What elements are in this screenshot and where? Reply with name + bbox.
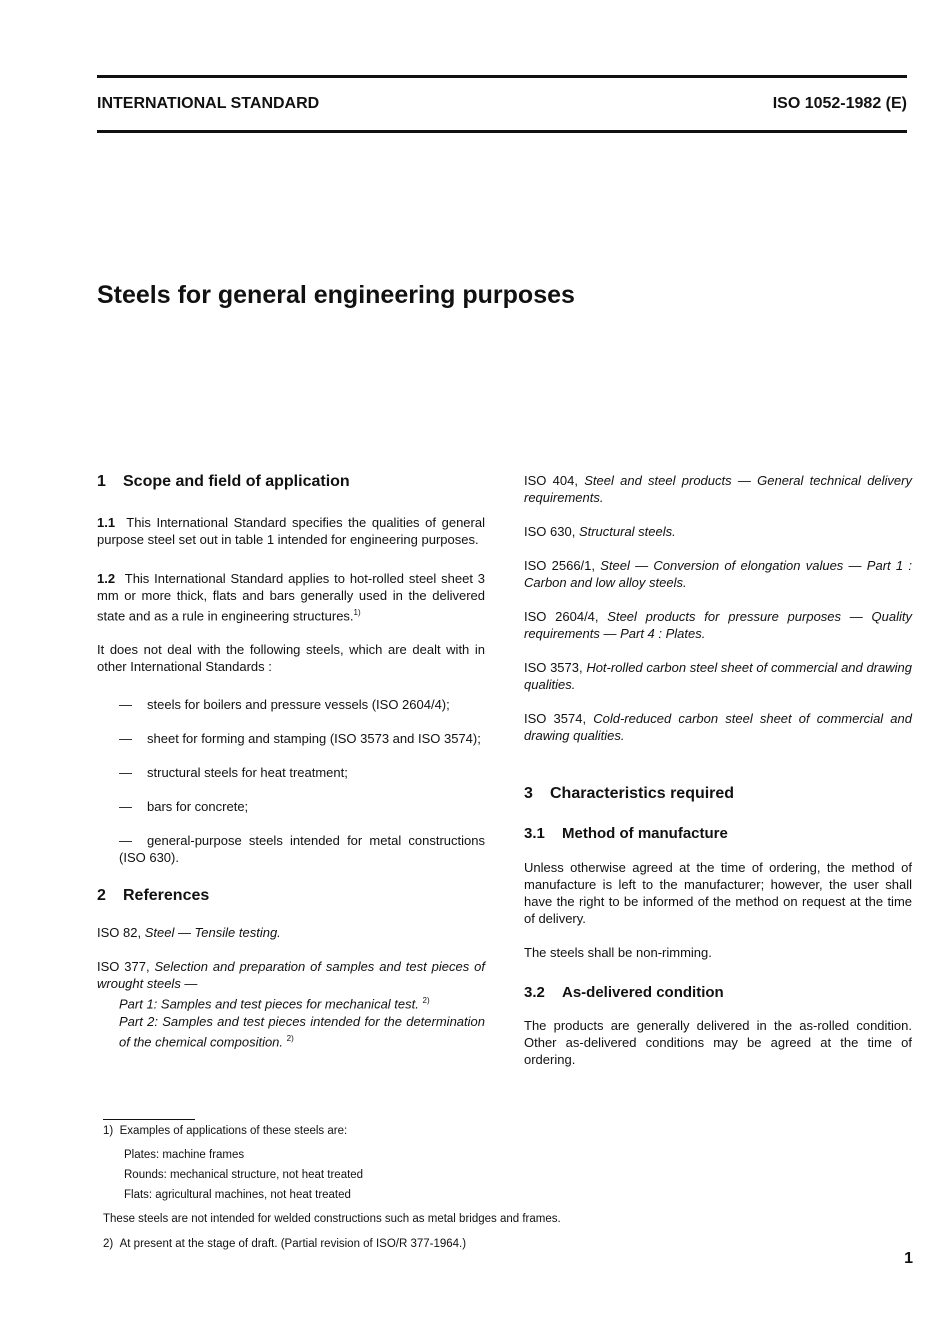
- dash-bullet: —: [119, 833, 132, 849]
- clause-number: 1.2: [97, 571, 116, 586]
- exclusion-item: [119, 764, 485, 781]
- reference-code: ISO 377,: [97, 959, 150, 975]
- reference-code: ISO 3573,: [524, 660, 583, 675]
- exclusion-item: [119, 798, 485, 815]
- footnote-ref: 1): [353, 608, 361, 617]
- subsection-title: As-delivered condition: [562, 984, 724, 1001]
- exclusion-item-text: steels for boilers and pressure vessels (ISO 2604/4);: [147, 697, 450, 713]
- reference-title: Steel — Conversion of elongation values — Part 1 : Carbon and low alloy steels.: [524, 558, 912, 590]
- page-number: 1: [904, 1250, 913, 1267]
- footnote-line: Plates: machine frames: [124, 1149, 245, 1161]
- subsection-number: 3.1: [524, 825, 545, 842]
- exclusions-intro: It does not deal with the following steels, which are dealt with in other International Standards :: [97, 642, 485, 675]
- section-number: 3: [524, 785, 533, 802]
- exclusion-item-text: sheet for forming and stamping (ISO 3573 and ISO 3574);: [147, 731, 481, 747]
- clause-text: This International Standard specifies the qualities of general purpose steel set out in table 1 intended for engineering purposes.: [97, 515, 485, 547]
- footnote-2: [103, 1237, 466, 1251]
- reference-part-text: Part 1: Samples and test pieces for mechanical test.: [119, 996, 419, 1012]
- footnote-line: Flats: agricultural machines, not heat treated: [124, 1189, 351, 1201]
- left-column: [97, 472, 485, 1050]
- reference-title: Structural steels.: [578, 524, 676, 539]
- dash-bullet: —: [119, 765, 132, 781]
- clause-1-1: [97, 514, 485, 548]
- section-title: Scope and field of application: [123, 473, 350, 490]
- reference-title: Selection and preparation of samples and test pieces of wrought steels —: [97, 959, 485, 992]
- reference-code: ISO 404,: [524, 473, 578, 488]
- header-standard-number: ISO 1052-1982 (E): [772, 95, 907, 112]
- clause-3-2-text: The products are generally delivered in the as-rolled condition. Other as-delivered conditions may be agreed at the time of ordering.: [524, 1018, 912, 1067]
- exclusion-item-text: bars for concrete;: [147, 799, 249, 815]
- reference-code: ISO 630,: [524, 524, 576, 539]
- reference-iso-630: [524, 523, 912, 540]
- header-standard-type: INTERNATIONAL STANDARD: [97, 95, 320, 112]
- exclusion-item: [119, 730, 485, 747]
- clause-3-1-text: Unless otherwise agreed at the time of ordering, the method of manufacture is left to the manufacturer; however, the user shall have the right to be informed of the method on request at the time of delivery.: [524, 860, 912, 926]
- section-3-heading: [524, 784, 912, 804]
- clause-text: This International Standard applies to hot-rolled steel sheet 3 mm or more thick, flats and bars generally used in the delivered state and as a rule in engineering structures.: [97, 571, 485, 624]
- footnote-ref: 2): [286, 1033, 294, 1043]
- header-top-rule: [97, 75, 907, 78]
- subsection-3-2-heading: [524, 983, 912, 1002]
- section-number: 1: [97, 473, 106, 490]
- exclusion-item-text: structural steels for heat treatment;: [147, 765, 348, 781]
- dash-bullet: —: [119, 731, 132, 747]
- clause-number: 1.1: [97, 515, 116, 530]
- footnote-mark: 1): [103, 1125, 114, 1137]
- subsection-number: 3.2: [524, 984, 545, 1001]
- reference-iso-2566-1: [524, 557, 912, 591]
- header-bottom-rule: [97, 130, 907, 133]
- reference-part: [97, 1013, 485, 1050]
- reference-iso-82: [97, 924, 485, 941]
- exclusion-item-text: general-purpose steels intended for metal constructions (ISO 630).: [119, 833, 485, 866]
- footnote-ref: 2): [422, 996, 430, 1006]
- reference-title: Hot-rolled carbon steel sheet of commercial and drawing qualities.: [524, 660, 912, 692]
- right-column: [524, 472, 912, 1068]
- footnote-note: These steels are not intended for welded constructions such as metal bridges and frames.: [103, 1213, 561, 1225]
- reference-code: ISO 82,: [97, 925, 142, 941]
- reference-title: Steel products for pressure purposes — Quality requirements — Part 4 : Plates.: [524, 609, 912, 641]
- reference-title: Steel — Tensile testing.: [144, 925, 281, 941]
- reference-code: ISO 2604/4,: [524, 609, 599, 624]
- footnote-mark: 2): [103, 1238, 114, 1250]
- footnote-text: Examples of applications of these steels are:: [119, 1125, 348, 1137]
- section-1-heading: [97, 472, 485, 492]
- reference-part: [97, 992, 485, 1012]
- exclusion-item: [119, 696, 485, 713]
- dash-bullet: —: [119, 697, 132, 713]
- exclusion-item: [119, 832, 485, 866]
- reference-title: Steel and steel products — General technical delivery requirements.: [524, 473, 912, 505]
- reference-iso-3574: [524, 710, 912, 744]
- reference-iso-404: [524, 472, 912, 506]
- document-title: Steels for general engineering purposes: [97, 281, 575, 309]
- reference-iso-377: [97, 958, 485, 992]
- clause-1-2: [97, 570, 485, 624]
- reference-part-text: Part 2: Samples and test pieces intended for the determination of the chemical composition.: [119, 1013, 485, 1049]
- section-title: Characteristics required: [550, 785, 735, 802]
- clause-3-1-note: The steels shall be non-rimming.: [524, 945, 712, 960]
- section-title: References: [123, 887, 210, 905]
- reference-iso-2604-4: [524, 608, 912, 642]
- section-2-heading: [97, 886, 485, 906]
- footnote-line: Rounds: mechanical structure, not heat treated: [124, 1169, 364, 1181]
- reference-code: ISO 3574,: [524, 711, 587, 726]
- reference-code: ISO 2566/1,: [524, 558, 596, 573]
- subsection-3-1-heading: [524, 824, 912, 843]
- section-number: 2: [97, 887, 106, 905]
- reference-title: Cold-reduced carbon steel sheet of commercial and drawing qualities.: [524, 711, 912, 743]
- footnote-text: At present at the stage of draft. (Partial revision of ISO/R 377-1964.): [119, 1238, 467, 1250]
- subsection-title: Method of manufacture: [562, 825, 728, 842]
- footnote-1: [103, 1124, 347, 1138]
- dash-bullet: —: [119, 799, 132, 815]
- footnote-separator: [103, 1119, 195, 1120]
- reference-iso-3573: [524, 659, 912, 693]
